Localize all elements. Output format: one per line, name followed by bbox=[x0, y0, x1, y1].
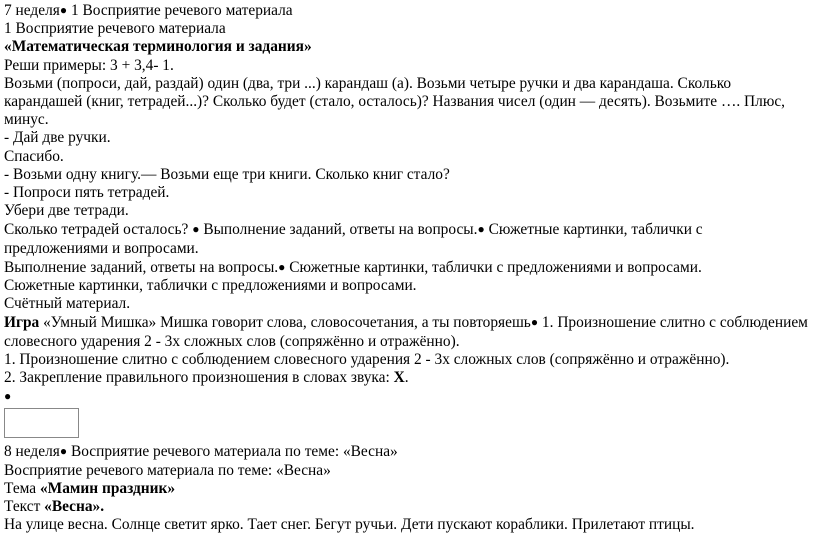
text: 2. Закрепление правильного произношения в словах звука: bbox=[4, 369, 394, 387]
paragraph bbox=[4, 498, 808, 516]
paragraph bbox=[4, 313, 808, 350]
paragraph: Счётный материал. bbox=[4, 295, 131, 313]
text: Восприятие речевого материала по теме: «Весна» bbox=[67, 443, 398, 461]
paragraph bbox=[4, 369, 808, 387]
text: «Весна». bbox=[44, 498, 105, 516]
paragraph bbox=[4, 220, 808, 257]
paragraph bbox=[4, 387, 808, 406]
section-title: 1 Восприятие речевого материала bbox=[4, 20, 226, 38]
text: 1 Восприятие речевого материала bbox=[67, 2, 293, 19]
text: Выполнение заданий, ответы на вопросы. bbox=[4, 258, 279, 276]
text: «Умный Мишка» Мишка говорит слова, словосочетания, а ты повторяешь bbox=[39, 314, 531, 332]
paragraph: 1. Произношение слитно с соблюдением словесного ударения 2 - 3х сложных слов (сопряжённо и отражённо). bbox=[4, 350, 730, 368]
bullet-icon: ● bbox=[278, 259, 286, 274]
bullet-icon: ● bbox=[4, 389, 12, 404]
paragraph: Восприятие речевого материала по теме: «Весна» bbox=[4, 461, 331, 479]
bullet-icon: ● bbox=[192, 222, 200, 237]
week7-heading bbox=[4, 1, 808, 20]
bullet-icon: ● bbox=[477, 222, 485, 237]
text: 1. Произношение слитно с соблюдением словесного ударения 2 - 3х сложных слов (сопряжённо и отражённо). bbox=[4, 314, 808, 350]
paragraph: Убери две тетради. bbox=[4, 202, 129, 220]
text: Х bbox=[393, 369, 405, 387]
text: Сюжетные картинки, таблички с предложениями и вопросами. bbox=[285, 258, 702, 276]
empty-box bbox=[4, 408, 79, 438]
paragraph: На улице весна. Солнце светит ярко. Тает снег. Бегут ручьи. Дети пускают кораблики. Прилетают птицы. bbox=[4, 516, 695, 534]
text: Сюжетные картинки, таблички с предложениями и вопросами. bbox=[4, 221, 703, 257]
paragraph: - Возьми одну книгу.— Возьми еще три книги. Сколько книг стало? bbox=[4, 165, 450, 183]
text: . bbox=[404, 369, 409, 387]
paragraph: Возьми (попроси, дай, раздай) один (два, три ...) карандаш (а). Возьми четыре ручки и два карандаша. Сколько карандашей (книг, тетрадей...)? Сколько будет (стало, осталось)? Названия чисел (один — десять). Возьмите …. Плюс, минус. bbox=[4, 74, 786, 129]
text: 8 неделя bbox=[4, 443, 60, 461]
paragraph: - Дай две ручки. bbox=[4, 129, 111, 147]
text: Сколько тетрадей осталось? bbox=[4, 221, 193, 239]
paragraph: Спасибо. bbox=[4, 147, 64, 165]
week8-heading bbox=[4, 442, 808, 461]
text: «Мамин праздник» bbox=[39, 479, 176, 497]
text: Тема bbox=[4, 479, 40, 497]
bullet-icon: ● bbox=[59, 444, 68, 459]
text: Выполнение заданий, ответы на вопросы. bbox=[199, 221, 478, 239]
paragraph bbox=[4, 480, 808, 498]
bullet-icon: ● bbox=[530, 315, 539, 330]
text: 7 неделя bbox=[4, 2, 60, 19]
text: Текст bbox=[4, 498, 45, 516]
topic-title bbox=[4, 38, 808, 56]
paragraph: Реши примеры: 3 + 3,4- 1. bbox=[4, 56, 174, 74]
paragraph bbox=[4, 258, 808, 277]
text: «Математическая терминология и задания» bbox=[4, 38, 312, 56]
bullet-icon: ● bbox=[59, 3, 68, 17]
paragraph: Сюжетные картинки, таблички с предложениями и вопросами. bbox=[4, 277, 417, 295]
text: Игра bbox=[4, 314, 40, 332]
paragraph: - Попроси пять тетрадей. bbox=[4, 184, 170, 202]
